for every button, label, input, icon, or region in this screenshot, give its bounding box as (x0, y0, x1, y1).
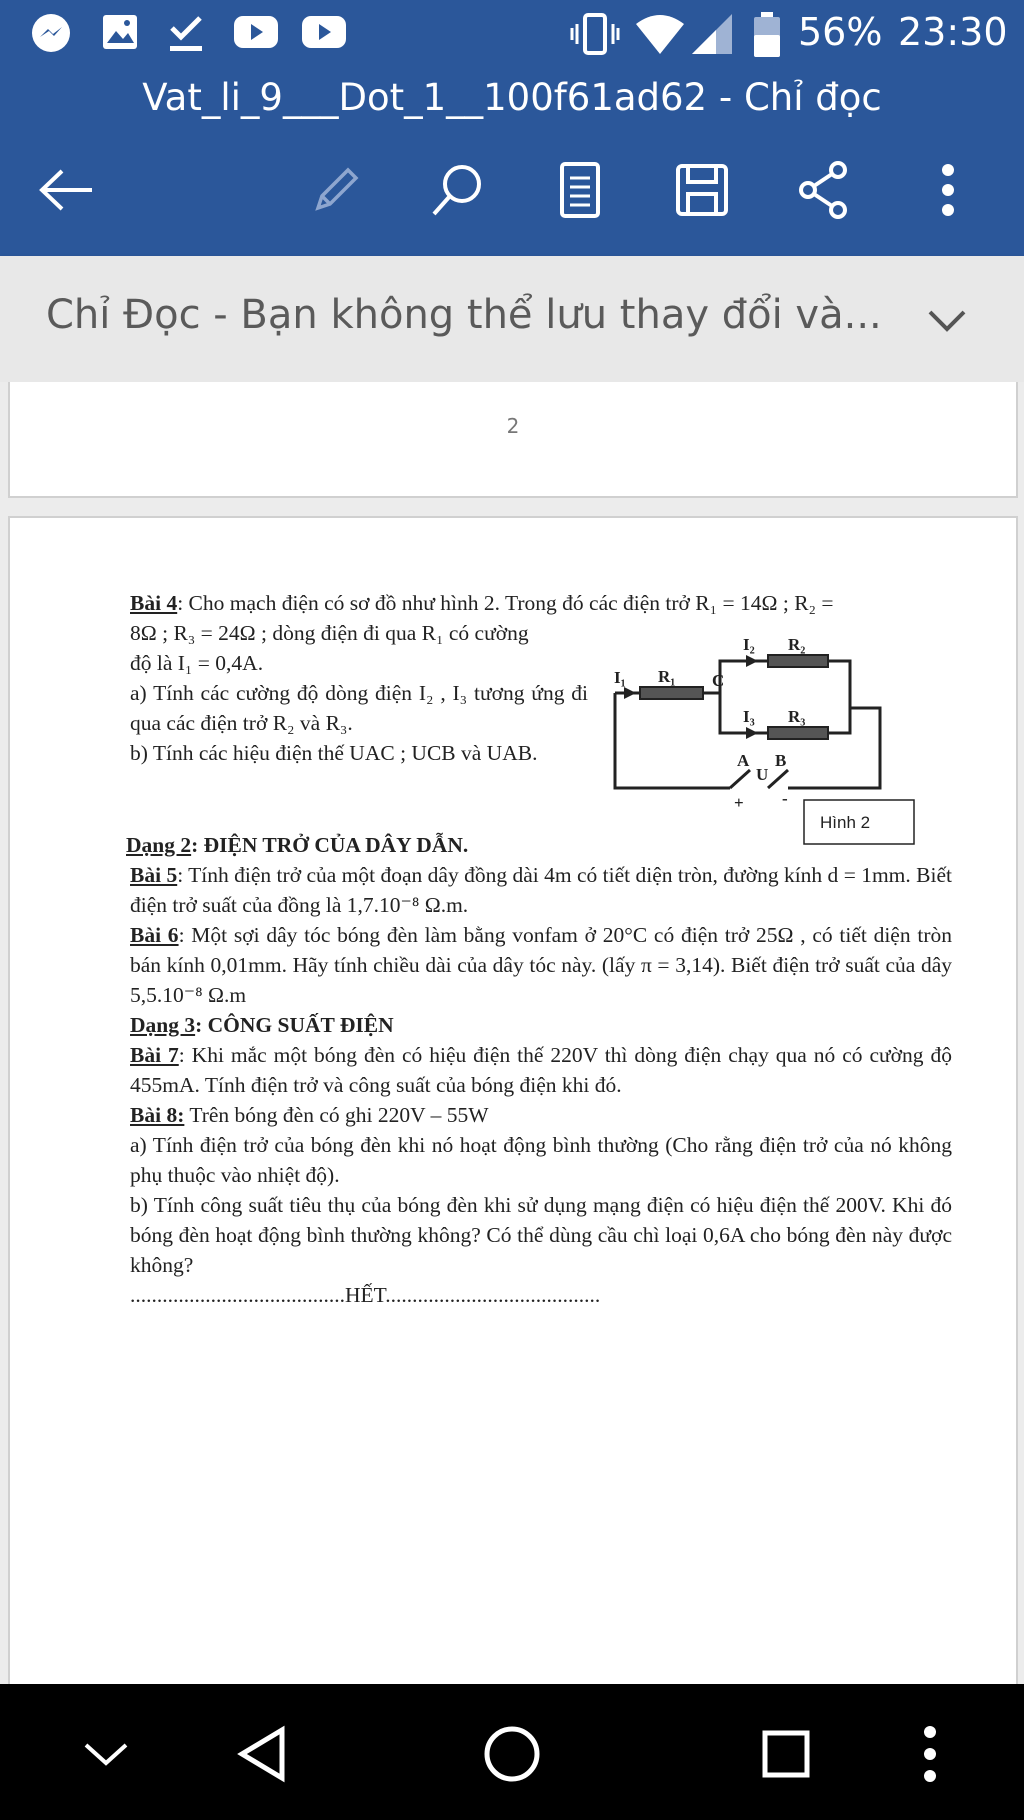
document-title-bar (0, 70, 1024, 130)
nav-back-button[interactable] (222, 1714, 302, 1794)
save-button[interactable] (662, 150, 742, 230)
resistor-r2 (768, 655, 828, 667)
youtube-icon (300, 12, 348, 52)
reading-view-button[interactable] (540, 150, 620, 230)
more-vertical-icon (922, 1724, 938, 1784)
previous-page (8, 382, 1018, 498)
label-r2: R₂ (788, 635, 806, 654)
reading-view-icon (558, 160, 602, 220)
more-options-icon (938, 160, 958, 220)
arrow-i1 (624, 687, 636, 699)
youtube-icon (232, 12, 280, 52)
document-content (126, 588, 952, 1310)
label-plus: + (734, 793, 744, 812)
battery-percent: 56% (798, 10, 883, 54)
battery-icon (752, 12, 782, 58)
dang2-heading: Dạng 2: ĐIỆN TRỞ CỦA DÂY DẪN. (126, 833, 469, 857)
nav-recents-button[interactable] (746, 1714, 826, 1794)
document-viewer[interactable] (0, 382, 1024, 1684)
label-i3: I₃ (743, 707, 755, 726)
bai8: Bài 8: Trên bóng đèn có ghi 220V – 55W (130, 1103, 489, 1127)
document-page (8, 516, 1018, 1684)
document-title: Vat_li_9___Dot_1__100f61ad62 - Chỉ đọc (142, 76, 882, 119)
bai4-intro: Bài 4: Cho mạch điện có sơ đồ như hình 2. Trong đó các điện trở R₁ = 14Ω ; R₂ = (130, 591, 834, 615)
arrow-i2 (746, 655, 758, 667)
dang3-heading: Dạng 3: CÔNG SUẤT ĐIỆN (130, 1013, 394, 1037)
vibrate-icon (568, 12, 622, 56)
label-a: A (737, 751, 750, 770)
messenger-icon (30, 12, 72, 54)
chevron-down-icon[interactable] (922, 296, 972, 346)
edit-pencil-icon (308, 162, 364, 218)
task-done-icon (166, 12, 206, 54)
search-button[interactable] (418, 150, 498, 230)
bai4-line2: 8Ω ; R₃ = 24Ω ; dòng điện đi qua R₁ có cường (130, 621, 529, 645)
circuit-diagram-hinh-2 (610, 618, 954, 848)
edit-button[interactable] (296, 150, 376, 230)
share-button[interactable] (784, 150, 864, 230)
page-number: 2 (506, 414, 520, 438)
hide-keyboard-icon (81, 1739, 131, 1769)
gallery-icon (100, 12, 140, 52)
bai8-part-b: b) Tính công suất tiêu thụ của bóng đèn khi sử dụng mạng điện có hiệu điện thế 200V. Khi đó bóng đèn hoạt động bình thường không? Có thể dùng cầu chì loại 0,6A cho bóng đèn này được không? (130, 1193, 952, 1277)
label-minus: - (782, 789, 788, 808)
read-only-banner[interactable] (0, 256, 1024, 382)
system-nav-bar (0, 1684, 1024, 1820)
bai6: Bài 6: Một sợi dây tóc bóng đèn làm bằng vonfam ở 20°C có điện trở 25Ω , có tiết diện tròn bán kính 0,01mm. Hãy tính chiều dài của dây tóc này. (lấy π = 3,14). Biết điện trở suất của dây 5,5.10⁻⁸ Ω.m (130, 923, 952, 1007)
more-options-button[interactable] (908, 150, 988, 230)
nav-more-button[interactable] (890, 1714, 970, 1794)
back-arrow-icon (36, 165, 96, 215)
label-c: C (712, 671, 725, 690)
signal-icon (688, 12, 734, 56)
recents-square-icon (761, 1729, 811, 1779)
bai4-part-b: b) Tính các hiệu điện thế UAC ; UCB và UAB. (130, 741, 538, 765)
save-icon (674, 162, 730, 218)
label-r1: R₁ (658, 667, 676, 686)
label-u: U (756, 765, 769, 784)
label-b: B (775, 751, 787, 770)
status-bar (0, 0, 1024, 70)
label-i2: I₂ (743, 635, 755, 654)
wire-bottom (615, 693, 730, 788)
label-r3: R₃ (788, 707, 806, 726)
nav-home-button[interactable] (472, 1714, 552, 1794)
switch-a (730, 770, 750, 788)
hide-keyboard-button[interactable] (66, 1714, 146, 1794)
bai7: Bài 7: Khi mắc một bóng đèn có hiệu điện thế 220V thì dòng điện chạy qua nó có cường độ 455mA. Tính điện trở và công suất của bóng điện khi đó. (130, 1043, 952, 1097)
resistor-r1 (640, 687, 703, 699)
bai4-label: Bài 4 (130, 591, 178, 615)
toolbar (0, 130, 1024, 256)
switch-b (768, 770, 788, 788)
wifi-icon (634, 12, 686, 56)
search-icon (428, 160, 488, 220)
back-triangle-icon (234, 1724, 290, 1784)
read-only-banner-text: Chỉ Đọc - Bạn không thể lưu thay đổi và... (46, 292, 882, 338)
home-circle-icon (482, 1724, 542, 1784)
resistor-r3 (768, 727, 828, 739)
back-button[interactable] (26, 150, 106, 230)
bai5: Bài 5: Tính điện trở của một đoạn dây đồng dài 4m có tiết diện tròn, đường kính d = 1mm. Biết điện trở suất của đồng là 1,7.10⁻⁸ Ω.m. (130, 863, 952, 917)
bai8-part-a: a) Tính điện trở của bóng đèn khi nó hoạt động bình thường (Cho rằng điện trở của nó không phụ thuộc vào nhiệt độ). (130, 1133, 952, 1187)
label-i1: I₁ (614, 668, 626, 687)
clock: 23:30 (898, 10, 1008, 54)
figure-caption: Hình 2 (820, 813, 871, 832)
bai4-line3: độ là I₁ = 0,4A. (130, 651, 264, 675)
arrow-i3 (746, 727, 758, 739)
end-mark: ........................................HẾT........................................ (130, 1283, 601, 1307)
share-icon (796, 160, 852, 220)
bai4-part-a: a) Tính các cường độ dòng điện I₂ , I₃ tương ứng đi qua các điện trở R₂ và R₃. (130, 681, 588, 735)
